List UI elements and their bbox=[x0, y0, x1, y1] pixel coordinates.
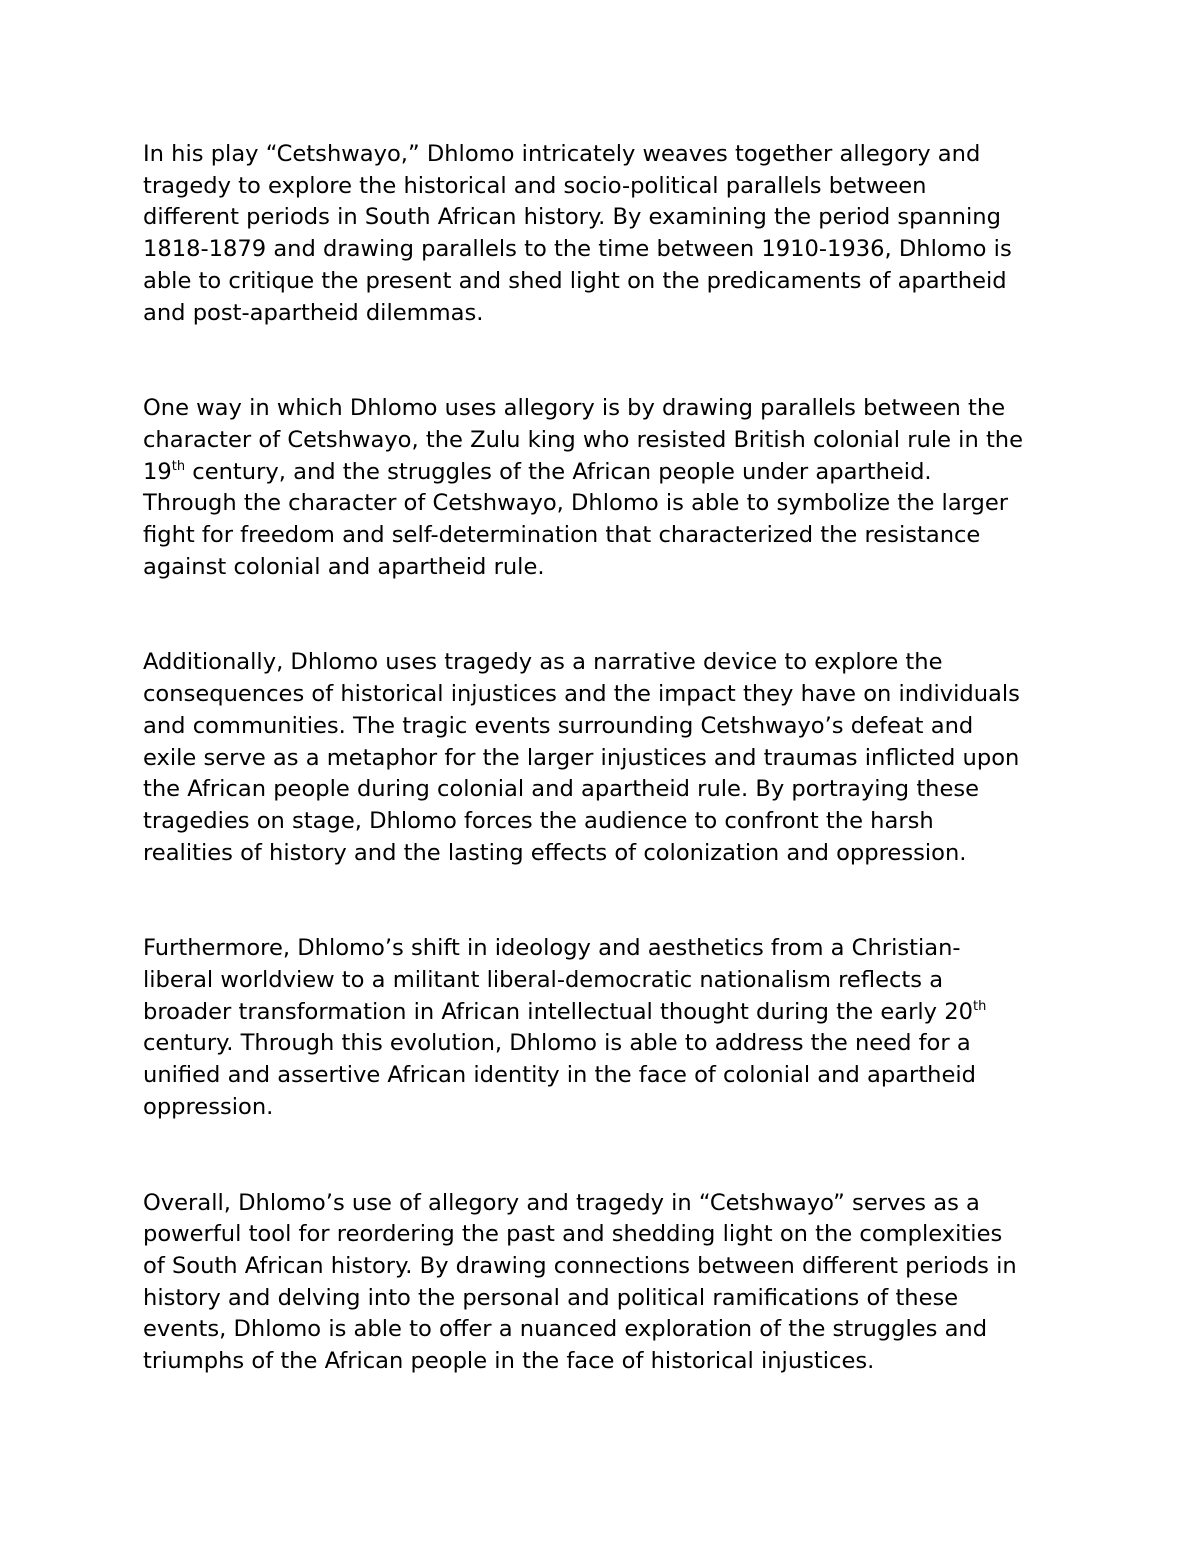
document-body bbox=[143, 139, 1068, 1378]
text-line: against colonial and apartheid rule. bbox=[143, 553, 545, 580]
text-run: century, and the struggles of the African people under apartheid. bbox=[185, 458, 932, 485]
text-line: Furthermore, Dhlomo’s shift in ideology and aesthetics from a Christian- bbox=[143, 935, 961, 962]
paragraph bbox=[143, 647, 1068, 869]
text-line: century. Through this evolution, Dhlomo is able to address the need for a bbox=[143, 1030, 971, 1057]
text-line: fight for freedom and self-determination that characterized the resistance bbox=[143, 522, 981, 549]
text-line: events, Dhlomo is able to offer a nuanced exploration of the struggles and bbox=[143, 1316, 988, 1343]
text-line: Additionally, Dhlomo uses tragedy as a narrative device to explore the bbox=[143, 649, 943, 676]
text-line: Overall, Dhlomo’s use of allegory and tragedy in “Cetshwayo” serves as a bbox=[143, 1189, 980, 1216]
paragraph bbox=[143, 1188, 1068, 1378]
text-line: history and delving into the personal and political ramifications of these bbox=[143, 1284, 959, 1311]
text-line: able to critique the present and shed light on the predicaments of apartheid bbox=[143, 267, 1007, 294]
text-line: different periods in South African history. By examining the period spanning bbox=[143, 204, 1001, 231]
text-line: tragedy to explore the historical and socio-political parallels between bbox=[143, 172, 927, 199]
text-line: Through the character of Cetshwayo, Dhlomo is able to symbolize the larger bbox=[143, 490, 1009, 517]
text-line bbox=[143, 457, 1068, 489]
text-line: realities of history and the lasting effects of colonization and oppression. bbox=[143, 839, 967, 866]
text-line bbox=[143, 997, 1068, 1029]
text-line: oppression. bbox=[143, 1093, 274, 1120]
text-line: In his play “Cetshwayo,” Dhlomo intricately weaves together allegory and bbox=[143, 141, 981, 167]
text-line: exile serve as a metaphor for the larger injustices and traumas inflicted upon bbox=[143, 744, 1020, 771]
text-run: broader transformation in African intellectual thought during the early 20 bbox=[143, 998, 973, 1025]
text-line: consequences of historical injustices and the impact they have on individuals bbox=[143, 681, 1020, 708]
text-line: 1818-1879 and drawing parallels to the time between 1910-1936, Dhlomo is bbox=[143, 236, 1012, 263]
text-line: triumphs of the African people in the face of historical injustices. bbox=[143, 1348, 875, 1375]
text-line: of South African history. By drawing connections between different periods in bbox=[143, 1252, 1017, 1279]
paragraph bbox=[143, 933, 1068, 1123]
text-line: unified and assertive African identity in the face of colonial and apartheid bbox=[143, 1062, 977, 1089]
ordinal-superscript: th bbox=[973, 998, 987, 1014]
text-line: and post-apartheid dilemmas. bbox=[143, 299, 484, 326]
paragraph bbox=[143, 139, 1068, 329]
text-line: character of Cetshwayo, the Zulu king who resisted British colonial rule in the bbox=[143, 426, 1024, 453]
paragraph bbox=[143, 393, 1068, 583]
text-line: the African people during colonial and apartheid rule. By portraying these bbox=[143, 776, 980, 803]
text-line: tragedies on stage, Dhlomo forces the audience to confront the harsh bbox=[143, 807, 934, 834]
text-line: and communities. The tragic events surrounding Cetshwayo’s defeat and bbox=[143, 712, 974, 739]
ordinal-superscript: th bbox=[171, 458, 186, 474]
text-line: powerful tool for reordering the past and shedding light on the complexities bbox=[143, 1221, 1003, 1248]
text-run: 19 bbox=[143, 458, 172, 485]
text-line: One way in which Dhlomo uses allegory is by drawing parallels between the bbox=[143, 395, 1006, 422]
text-line: liberal worldview to a militant liberal-democratic nationalism reflects a bbox=[143, 967, 944, 994]
